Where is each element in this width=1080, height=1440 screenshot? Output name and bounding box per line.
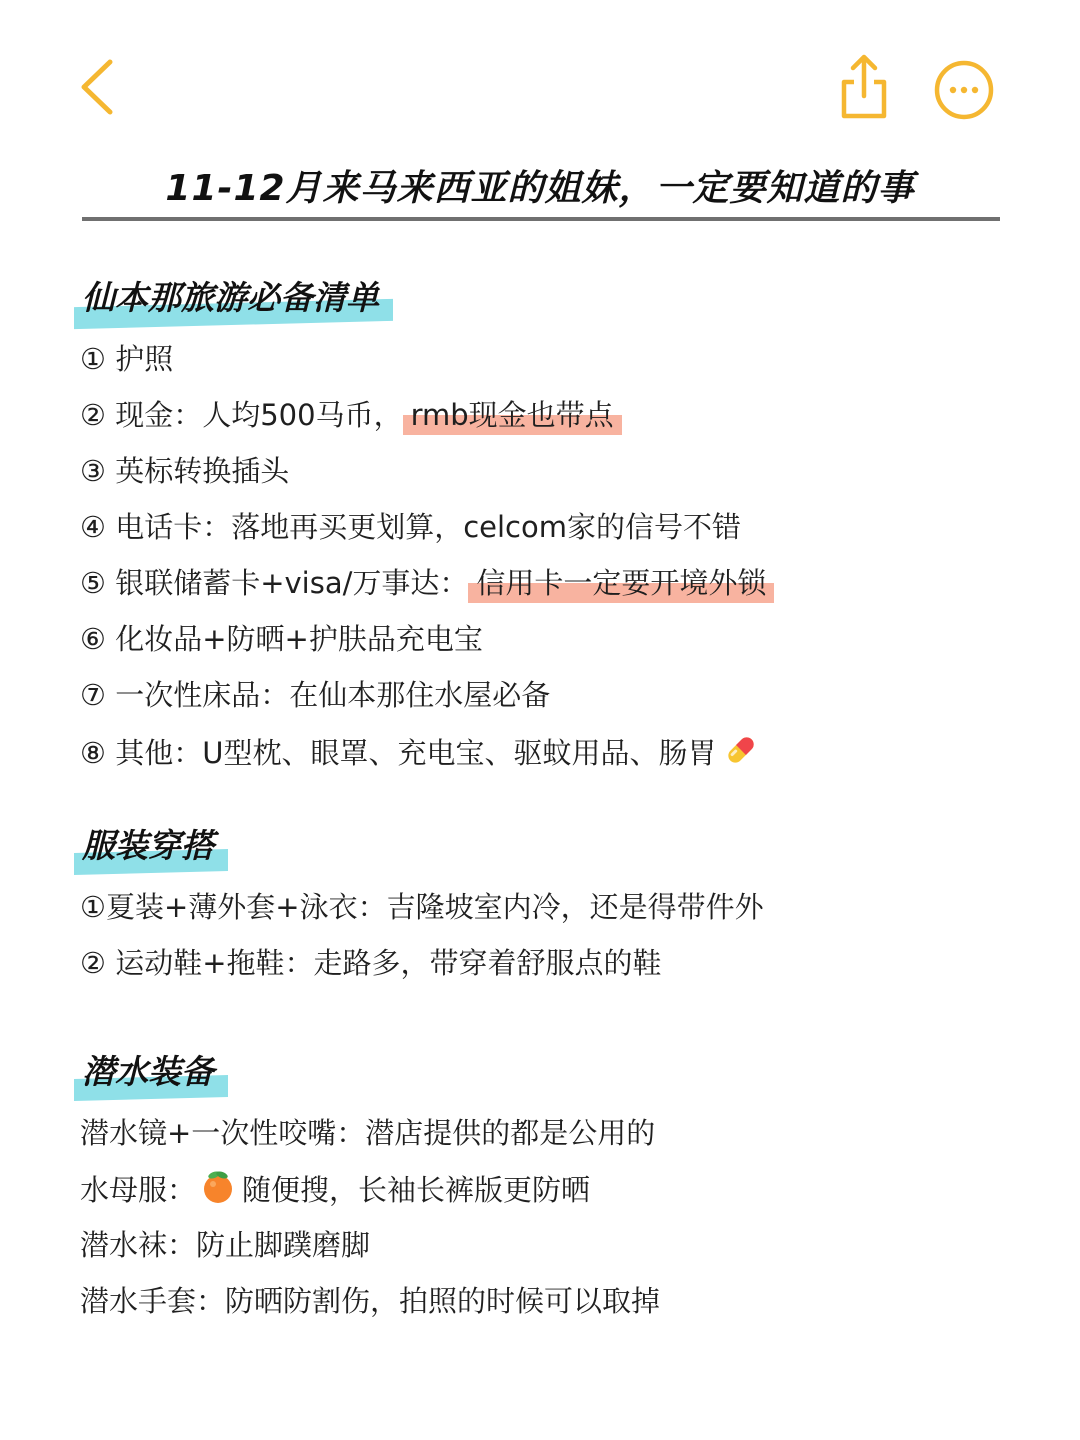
list-item: 潜水镜+一次性咬嘴：潜店提供的都是公用的 <box>80 1116 656 1150</box>
list-item: ⑧ 其他：U型枕、眼罩、充电宝、驱蚊用品、肠胃 <box>80 731 760 779</box>
list-item: ⑤ 银联储蓄卡+visa/万事达： 信用卡一定要开境外锁 <box>80 563 774 603</box>
list-item: 水母服： 随便搜，长袖长裤版更防晒 <box>80 1169 590 1215</box>
chevron-left-icon <box>70 52 130 122</box>
text-highlight: 信用卡一定要开境外锁 <box>468 563 774 603</box>
list-item: ①夏装+薄外套+泳衣：吉隆坡室内冷，还是得带件外 <box>80 890 764 924</box>
section-heading-clothing: 服装穿搭 <box>80 820 222 867</box>
share-icon <box>832 52 896 122</box>
pill-icon <box>722 731 760 779</box>
list-item: ④ 电话卡：落地再买更划算，celcom家的信号不错 <box>80 510 741 544</box>
page-title: 11-12月来马来西亚的姐妹，一定要知道的事 <box>165 168 915 209</box>
list-item: ③ 英标转换插头 <box>80 454 290 488</box>
back-button[interactable] <box>70 52 130 122</box>
list-item: ① 护照 <box>80 342 174 376</box>
list-item: ⑥ 化妆品+防晒+护肤品充电宝 <box>80 622 483 656</box>
share-button[interactable] <box>832 52 896 122</box>
list-item: 潜水袜：防止脚蹼磨脚 <box>80 1228 371 1262</box>
list-item: ⑦ 一次性床品：在仙本那住水屋必备 <box>80 678 551 712</box>
title-divider <box>82 217 1000 221</box>
section-heading-checklist: 仙本那旅游必备清单 <box>80 272 387 319</box>
list-item: 潜水手套：防晒防割伤，拍照的时候可以取掉 <box>80 1284 661 1318</box>
list-item: ② 现金：人均500马币， rmb现金也带点 <box>80 395 622 435</box>
list-item: ② 运动鞋+拖鞋：走路多，带穿着舒服点的鞋 <box>80 946 662 980</box>
section-heading-diving: 潜水装备 <box>80 1046 222 1093</box>
more-icon <box>932 58 996 122</box>
tangerine-icon <box>200 1169 236 1215</box>
more-button[interactable] <box>932 58 996 122</box>
text-highlight: rmb现金也带点 <box>403 395 622 435</box>
